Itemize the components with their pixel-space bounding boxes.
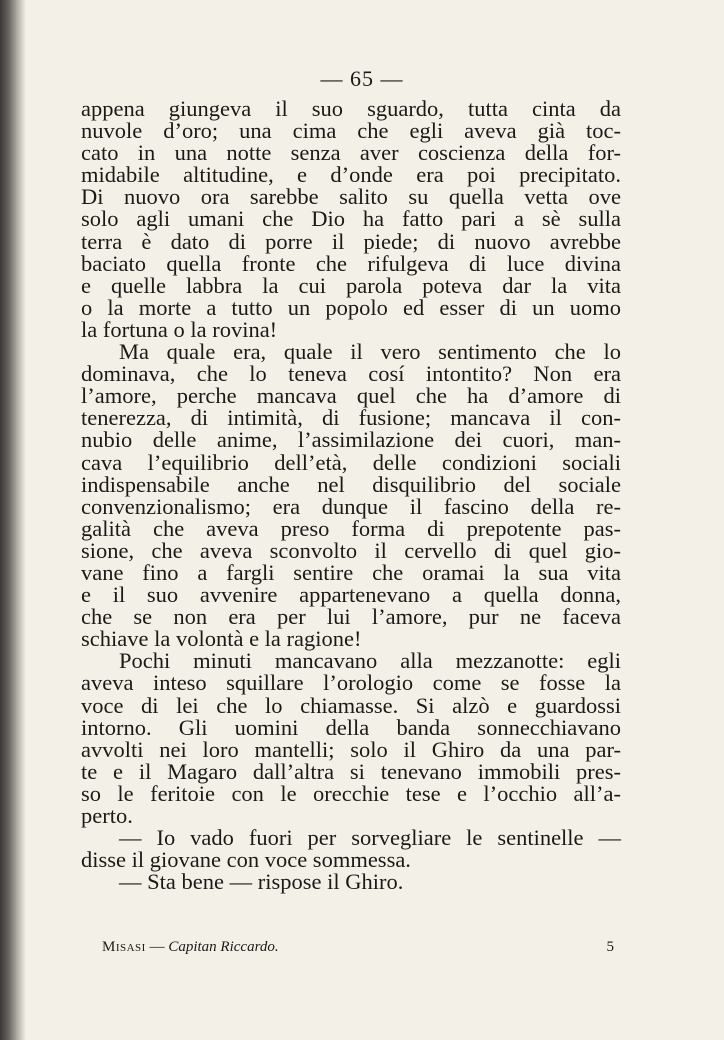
- text-line: terra è dato di porre il piede; di nuovo avrebbe: [81, 228, 621, 254]
- text-line: cava l’equilibrio dell’età, delle condizioni sociali: [81, 449, 621, 475]
- signature-mark: 5: [606, 939, 614, 955]
- text-line: voce di lei che lo chiamasse. Si alzò e guardossi: [81, 692, 621, 718]
- text-line: aveva inteso squillare l’orologio come se fosse la: [81, 670, 621, 696]
- text-line: perto.: [81, 803, 133, 828]
- text-line: appena giungeva il suo sguardo, tutta cinta da: [81, 96, 621, 121]
- text-line: vane fino a fargli sentire che oramai la sua vita: [81, 559, 621, 585]
- binding-edge: [0, 0, 26, 1040]
- text-line: avvolti nei loro mantelli; solo il Ghiro da una par-: [81, 736, 621, 762]
- body-text: [81, 98, 621, 893]
- text-line: indispensabile anche nel disquilibrio del sociale: [81, 471, 621, 497]
- text-line: midabile altitudine, e d’onde era poi precipitato.: [81, 162, 621, 188]
- text-line: Di nuovo ora sarebbe salito su quella vetta ove: [81, 184, 621, 210]
- text-line: cato in una notte senza aver coscienza della for-: [81, 140, 621, 166]
- signature-title: Capitan Riccardo.: [168, 939, 279, 955]
- text-line: sione, che aveva sconvolto il cervello di quel gio-: [81, 537, 621, 563]
- footer-signature: [102, 939, 614, 956]
- text-line: convenzionalismo; era dunque il fascino della re-: [81, 493, 621, 519]
- text-line: intorno. Gli uomini della banda sonnecchiavano: [81, 714, 621, 740]
- text-line: e quelle labbra la cui parola poteva dar la vita: [81, 272, 621, 298]
- text-line: la fortuna o la rovina!: [81, 316, 278, 342]
- text-line: Ma quale era, quale il vero sentimento che lo: [119, 339, 621, 365]
- text-line: galità che aveva preso forma di prepotente pas-: [81, 515, 621, 541]
- text-line: dominava, che lo teneva cosí intontito? Non era: [81, 361, 621, 387]
- text-line: disse il giovane con voce sommessa.: [81, 847, 411, 873]
- text-line: so le feritoie con le orecchie tese e l’occhio all’a-: [81, 780, 621, 806]
- text-line: tenerezza, di intimità, di fusione; mancava il con-: [81, 405, 621, 431]
- text-line: — Io vado fuori per sorvegliare le sentinelle —: [119, 825, 621, 851]
- text-line: te e il Magaro dall’altra si tenevano immobili pres-: [81, 758, 621, 784]
- text-line: e il suo avvenire appartenevano a quella donna,: [81, 582, 621, 608]
- text-line: — Sta bene — rispose il Ghiro.: [119, 869, 404, 895]
- text-line: che se non era per lui l’amore, pur ne faceva: [81, 604, 621, 630]
- text-line: schiave la volontà e la ragione!: [81, 626, 362, 652]
- text-line: nubio delle anime, l’assimilazione dei cuori, man-: [81, 427, 621, 453]
- text-line: baciato quella fronte che rifulgeva di luce divina: [81, 250, 621, 276]
- text-line: solo agli umani che Dio ha fatto pari a sè sulla: [81, 206, 621, 232]
- text-line: l’amore, perche mancava quel che ha d’amore di: [81, 383, 621, 409]
- text-line: o la morte a tutto un popolo ed esser di un uomo: [81, 294, 621, 320]
- page-number: — 65 —: [320, 66, 404, 91]
- signature-author: Misasi: [102, 939, 146, 955]
- signature-dash: —: [149, 939, 165, 955]
- text-line: Pochi minuti mancavano alla mezzanotte: egli: [119, 648, 621, 674]
- text-line: nuvole d’oro; una cima che egli aveva già toc-: [81, 118, 621, 144]
